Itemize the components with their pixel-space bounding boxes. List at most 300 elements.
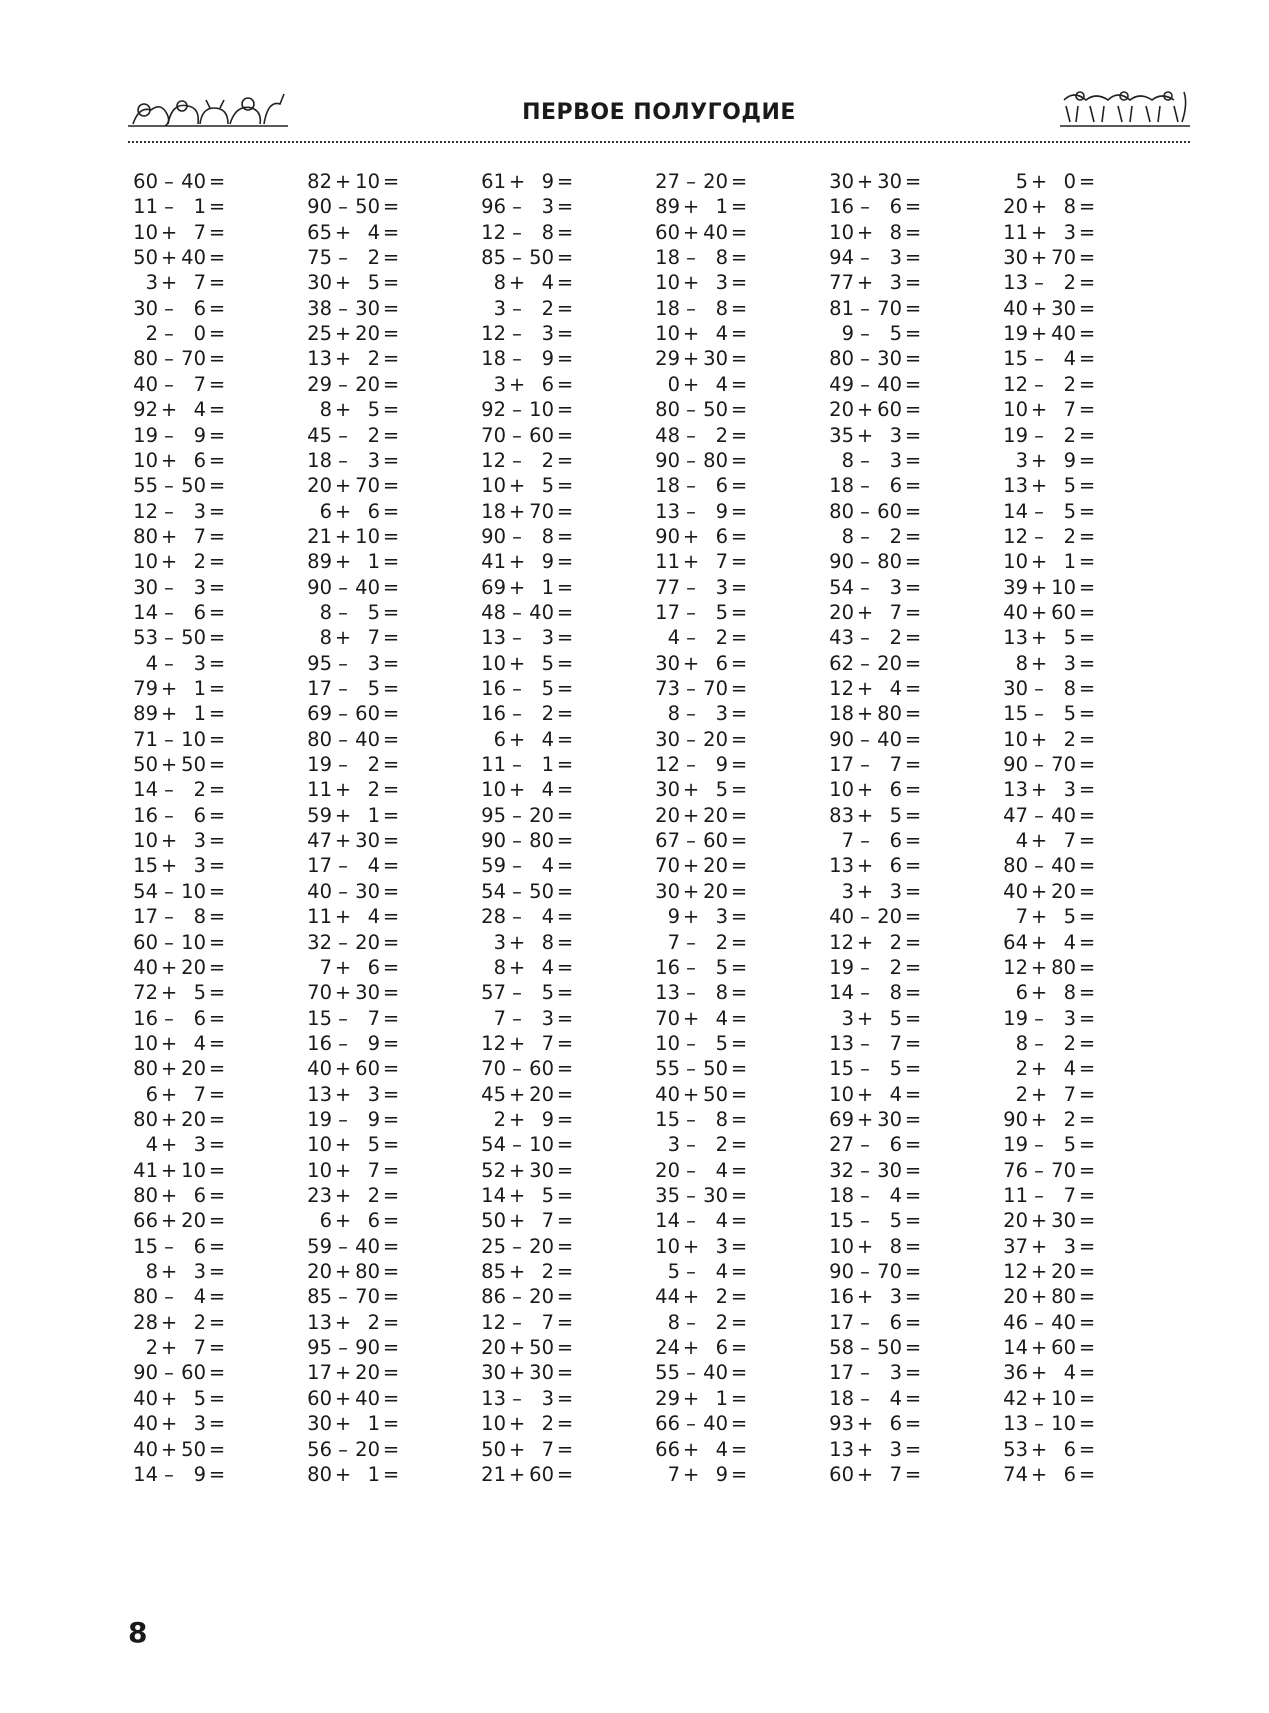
exercise: 14 – 8 =: [829, 981, 922, 1005]
exercise: 13 – 2 =: [1003, 271, 1096, 295]
exercise: 0 + 4 =: [667, 372, 748, 396]
exercise: 13 – 10 =: [1003, 1412, 1096, 1436]
exercise: 30 – 3 =: [133, 575, 226, 599]
exercise: 86 – 20 =: [481, 1285, 574, 1309]
exercise: 14 – 2 =: [133, 778, 226, 802]
exercise: 13 + 6 =: [829, 854, 922, 878]
exercise: 16 – 2 =: [481, 702, 574, 726]
exercise: 2 + 9 =: [493, 1107, 574, 1131]
exercise: 5 + 0 =: [1015, 170, 1096, 193]
exercise: 48 – 40 =: [481, 600, 574, 624]
exercise: 45 – 2 =: [307, 423, 400, 447]
exercise: 35 + 3 =: [829, 423, 922, 447]
exercise: 30 + 5 =: [307, 271, 400, 295]
exercise: 4 – 3 =: [145, 651, 226, 675]
exercise: 80 – 60 =: [829, 499, 922, 523]
exercise: 8 + 7 =: [319, 626, 400, 650]
exercise: 8 – 3 =: [667, 702, 748, 726]
exercise: 21 + 60 =: [481, 1462, 574, 1486]
exercise: 40 + 20 =: [133, 955, 226, 979]
exercise: 80 + 1 =: [307, 1462, 400, 1486]
exercise: 10 + 2 =: [1003, 727, 1096, 751]
exercise: 15 – 5 =: [829, 1057, 922, 1081]
exercise: 59 – 4 =: [481, 854, 574, 878]
exercise: 2 + 7 =: [145, 1336, 226, 1360]
exercise: 18 – 4 =: [829, 1184, 922, 1207]
exercise: 28 – 4 =: [481, 905, 574, 929]
exercise: 10 + 4 =: [133, 1031, 226, 1055]
exercise: 60 + 7 =: [829, 1462, 922, 1486]
cats-doodle-icon: [1060, 86, 1190, 131]
exercise: 10 + 5 =: [307, 1133, 400, 1157]
exercise: 2 + 7 =: [1015, 1082, 1096, 1106]
exercise: 10 + 2 =: [481, 1412, 574, 1436]
exercise: 80 – 40 =: [307, 727, 400, 751]
exercise: 3 + 9 =: [1015, 448, 1096, 472]
exercise: 36 + 4 =: [1003, 1361, 1096, 1385]
exercise: 53 + 6 =: [1003, 1437, 1096, 1461]
exercise: 13 + 3 =: [1003, 778, 1096, 802]
exercise: 54 – 10 =: [481, 1133, 574, 1157]
exercise: 12 + 7 =: [481, 1031, 574, 1055]
exercise: 4 + 3 =: [145, 1133, 226, 1157]
exercise: 25 – 20 =: [481, 1234, 574, 1258]
exercise: 85 – 70 =: [307, 1285, 400, 1309]
exercise: 11 + 7 =: [655, 550, 748, 574]
exercise: 12 – 2 =: [481, 448, 574, 472]
exercise: 49 – 40 =: [829, 372, 922, 396]
exercise: 60 – 10 =: [133, 930, 226, 954]
exercise: 90 – 70 =: [829, 1260, 922, 1284]
exercise: 28 + 2 =: [133, 1310, 226, 1334]
exercise: 10 + 7 =: [1003, 398, 1096, 422]
exercise: 7 – 3 =: [493, 1006, 574, 1030]
exercise: 7 + 9 =: [667, 1462, 748, 1486]
exercise: 13 + 5 =: [1003, 626, 1096, 650]
exercise: 80 – 70 =: [133, 347, 226, 371]
exercise: 40 + 20 =: [1003, 879, 1096, 903]
exercise: 3 + 5 =: [841, 1006, 922, 1030]
exercise: 11 – 1 =: [133, 195, 226, 219]
exercise: 55 – 50 =: [655, 1057, 748, 1081]
exercise: 80 + 20 =: [133, 1057, 226, 1081]
exercise: 66 + 20 =: [133, 1209, 226, 1233]
exercise: 40 + 50 =: [655, 1082, 748, 1106]
exercise: 20 + 80 =: [307, 1260, 400, 1284]
exercise: 55 – 40 =: [655, 1361, 748, 1385]
exercise: 2 – 0 =: [145, 322, 226, 346]
exercise: 23 + 2 =: [307, 1184, 400, 1207]
exercise: 62 – 20 =: [829, 651, 922, 675]
exercise: 93 + 6 =: [829, 1412, 922, 1436]
exercise: 70 + 4 =: [655, 1006, 748, 1030]
exercise: 18 + 70 =: [481, 499, 574, 523]
exercise: 6 + 6 =: [319, 499, 400, 523]
exercise: 29 + 1 =: [655, 1386, 748, 1410]
exercise: 19 – 5 =: [1003, 1133, 1096, 1157]
exercise: 15 – 5 =: [829, 1209, 922, 1233]
exercise: 72 + 5 =: [133, 981, 226, 1005]
exercise: 6 + 6 =: [319, 1209, 400, 1233]
exercise: 40 – 7 =: [133, 372, 226, 396]
exercise: 11 – 1 =: [481, 753, 574, 777]
exercise: 7 + 5 =: [1015, 905, 1096, 929]
exercise: 18 – 9 =: [481, 347, 574, 371]
exercise: 13 – 7 =: [829, 1031, 922, 1055]
exercise: 60 – 40 =: [133, 170, 226, 193]
exercise: 10 + 3 =: [655, 1234, 748, 1258]
exercise: 18 – 3 =: [307, 448, 400, 472]
exercise: 90 – 60 =: [133, 1361, 226, 1385]
exercise: 6 + 7 =: [145, 1082, 226, 1106]
exercise: 60 + 40 =: [655, 220, 748, 244]
exercise: 10 + 5 =: [481, 651, 574, 675]
exercise: 80 – 50 =: [655, 398, 748, 422]
exercise: 85 + 2 =: [481, 1260, 574, 1284]
exercise: 16 – 6 =: [133, 1006, 226, 1030]
exercise: 10 + 6 =: [829, 778, 922, 802]
exercise: 30 + 6 =: [655, 651, 748, 675]
exercise: 90 + 6 =: [655, 524, 748, 548]
exercise: 3 – 2 =: [493, 296, 574, 320]
exercise: 46 – 40 =: [1003, 1310, 1096, 1334]
exercise: 19 – 2 =: [829, 955, 922, 979]
exercise: 25 + 20 =: [307, 322, 400, 346]
exercise: 67 – 60 =: [655, 829, 748, 853]
exercise: 17 + 20 =: [307, 1361, 400, 1385]
page-number: 8: [128, 1616, 148, 1649]
exercise: 90 + 2 =: [1003, 1107, 1096, 1131]
exercise: 7 + 6 =: [319, 955, 400, 979]
exercise: 4 + 7 =: [1015, 829, 1096, 853]
exercise: 8 – 2 =: [667, 1310, 748, 1334]
exercise: 48 – 2 =: [655, 423, 748, 447]
exercise: 69 + 1 =: [481, 575, 574, 599]
exercise: 58 – 50 =: [829, 1336, 922, 1360]
exercise: 80 – 30 =: [829, 347, 922, 371]
exercise: 70 + 30 =: [307, 981, 400, 1005]
exercise: 10 – 5 =: [655, 1031, 748, 1055]
exercise: 70 – 60 =: [481, 1057, 574, 1081]
exercise: 64 + 4 =: [1003, 930, 1096, 954]
exercise: 17 – 8 =: [133, 905, 226, 929]
exercise: 52 + 30 =: [481, 1158, 574, 1182]
exercise: 50 + 7 =: [481, 1437, 574, 1461]
exercise: 53 – 50 =: [133, 626, 226, 650]
exercise: 73 – 70 =: [655, 677, 748, 700]
exercise: 32 – 30 =: [829, 1158, 922, 1182]
exercise: 8 + 5 =: [319, 398, 400, 422]
exercise: 41 + 9 =: [481, 550, 574, 574]
exercise: 10 + 6 =: [133, 448, 226, 472]
exercise: 18 – 6 =: [829, 474, 922, 498]
exercise: 92 + 4 =: [133, 398, 226, 422]
exercise: 77 + 3 =: [829, 271, 922, 295]
exercise: 10 + 7 =: [133, 220, 226, 244]
exercise: 66 – 40 =: [655, 1412, 748, 1436]
exercise: 20 + 60 =: [829, 398, 922, 422]
exercise: 19 – 2 =: [307, 753, 400, 777]
exercise: 7 – 2 =: [667, 930, 748, 954]
exercise: 6 + 4 =: [493, 727, 574, 751]
exercise: 41 + 10 =: [133, 1158, 226, 1182]
exercise: 20 + 50 =: [481, 1336, 574, 1360]
exercise: 83 + 5 =: [829, 803, 922, 827]
exercise: 3 + 6 =: [493, 372, 574, 396]
exercise: 8 – 3 =: [841, 448, 922, 472]
exercise: 12 – 2 =: [1003, 372, 1096, 396]
exercise: 10 + 8 =: [829, 220, 922, 244]
exercise: 94 – 3 =: [829, 246, 922, 270]
exercise: 32 – 20 =: [307, 930, 400, 954]
exercise: 19 + 40 =: [1003, 322, 1096, 346]
exercise: 89 + 1 =: [655, 195, 748, 219]
exercise: 54 – 3 =: [829, 575, 922, 599]
exercise: 30 – 6 =: [133, 296, 226, 320]
exercise: 76 – 70 =: [1003, 1158, 1096, 1182]
exercise: 16 – 6 =: [133, 803, 226, 827]
exercise: 5 – 4 =: [667, 1260, 748, 1284]
exercise: 11 – 7 =: [1003, 1184, 1096, 1207]
exercise: 18 – 8 =: [655, 246, 748, 270]
exercise: 8 + 3 =: [1015, 651, 1096, 675]
exercise: 3 – 2 =: [667, 1133, 748, 1157]
exercise: 57 – 5 =: [481, 981, 574, 1005]
exercise: 71 – 10 =: [133, 727, 226, 751]
exercise: 59 – 40 =: [307, 1234, 400, 1258]
exercise: 17 – 4 =: [307, 854, 400, 878]
exercise: 13 + 3 =: [307, 1082, 400, 1106]
exercise: 40 – 20 =: [829, 905, 922, 929]
exercise: 15 – 7 =: [307, 1006, 400, 1030]
exercise: 19 – 2 =: [1003, 423, 1096, 447]
exercise: 14 – 5 =: [1003, 499, 1096, 523]
exercise: 10 + 4 =: [829, 1082, 922, 1106]
exercise: 14 – 9 =: [133, 1462, 226, 1486]
exercise: 12 + 2 =: [829, 930, 922, 954]
exercise: 8 + 4 =: [493, 271, 574, 295]
exercise: 18 – 8 =: [655, 296, 748, 320]
exercise: 38 – 30 =: [307, 296, 400, 320]
exercise: 65 + 4 =: [307, 220, 400, 244]
exercise: 20 + 7 =: [829, 600, 922, 624]
exercise: 89 + 1 =: [133, 702, 226, 726]
exercise: 12 – 8 =: [481, 220, 574, 244]
exercise: 13 + 3 =: [829, 1437, 922, 1461]
exercise: 35 – 30 =: [655, 1184, 748, 1207]
exercise: 30 + 30 =: [829, 170, 922, 193]
exercise: 21 + 10 =: [307, 524, 400, 548]
exercise: 81 – 70 =: [829, 296, 922, 320]
exercise: 92 – 10 =: [481, 398, 574, 422]
exercise: 30 + 5 =: [655, 778, 748, 802]
exercise: 90 – 50 =: [307, 195, 400, 219]
exercise: 8 + 4 =: [493, 955, 574, 979]
exercise: 54 – 10 =: [133, 879, 226, 903]
exercise: 66 + 4 =: [655, 1437, 748, 1461]
exercise: 40 + 30 =: [1003, 296, 1096, 320]
exercise: 70 + 20 =: [655, 854, 748, 878]
exercise: 18 – 4 =: [829, 1386, 922, 1410]
exercise: 9 – 5 =: [841, 322, 922, 346]
exercise: 70 – 60 =: [481, 423, 574, 447]
exercise: 16 – 5 =: [481, 677, 574, 700]
exercise: 17 – 5 =: [655, 600, 748, 624]
exercise: 40 + 60 =: [307, 1057, 400, 1081]
exercise: 15 – 4 =: [1003, 347, 1096, 371]
exercise: 10 + 4 =: [655, 322, 748, 346]
exercise: 19 – 3 =: [1003, 1006, 1096, 1030]
exercise: 11 + 2 =: [307, 778, 400, 802]
exercise: 30 – 20 =: [655, 727, 748, 751]
header-dotted-divider: [128, 141, 1190, 143]
exercise: 17 – 5 =: [307, 677, 400, 700]
exercise: 13 + 2 =: [307, 347, 400, 371]
exercise: 12 – 7 =: [481, 1310, 574, 1334]
exercise: 80 – 40 =: [1003, 854, 1096, 878]
exercise: 12 – 2 =: [1003, 524, 1096, 548]
exercise: 45 + 20 =: [481, 1082, 574, 1106]
exercise: 95 – 20 =: [481, 803, 574, 827]
exercise: 20 – 4 =: [655, 1158, 748, 1182]
exercise: 29 – 20 =: [307, 372, 400, 396]
exercise: 8 + 3 =: [145, 1260, 226, 1284]
exercise: 13 – 3 =: [481, 1386, 574, 1410]
exercise: 55 – 50 =: [133, 474, 226, 498]
exercise: 40 + 50 =: [133, 1437, 226, 1461]
exercise: 61 + 9 =: [481, 170, 574, 193]
exercise: 9 + 3 =: [667, 905, 748, 929]
exercise: 74 + 6 =: [1003, 1462, 1096, 1486]
exercise: 10 + 2 =: [133, 550, 226, 574]
exercise: 90 – 80 =: [829, 550, 922, 574]
exercise: 11 + 4 =: [307, 905, 400, 929]
exercise: 16 + 3 =: [829, 1285, 922, 1309]
exercise: 69 – 60 =: [307, 702, 400, 726]
exercise: 40 + 60 =: [1003, 600, 1096, 624]
exercise: 8 – 5 =: [319, 600, 400, 624]
exercise: 10 + 4 =: [481, 778, 574, 802]
exercise: 15 – 5 =: [1003, 702, 1096, 726]
exercise: 14 + 5 =: [481, 1184, 574, 1207]
exercise: 14 + 60 =: [1003, 1336, 1096, 1360]
exercise: 17 – 3 =: [829, 1361, 922, 1385]
exercise: 80 + 6 =: [133, 1184, 226, 1207]
exercise: 56 – 20 =: [307, 1437, 400, 1461]
exercise: 10 + 8 =: [829, 1234, 922, 1258]
exercise: 7 – 6 =: [841, 829, 922, 853]
exercise: 12 + 4 =: [829, 677, 922, 700]
exercise: 29 + 30 =: [655, 347, 748, 371]
exercise: 10 + 3 =: [133, 829, 226, 853]
exercise: 10 + 5 =: [481, 474, 574, 498]
exercise: 90 – 80 =: [655, 448, 748, 472]
exercise: 18 + 80 =: [829, 702, 922, 726]
exercise-grid: [128, 168, 1190, 1568]
exercise: 10 + 7 =: [307, 1158, 400, 1182]
exercise: 79 + 1 =: [133, 677, 226, 700]
exercise: 16 – 9 =: [307, 1031, 400, 1055]
exercise: 37 + 3 =: [1003, 1234, 1096, 1258]
exercise: 10 + 3 =: [655, 271, 748, 295]
exercise: 15 – 6 =: [133, 1234, 226, 1258]
exercise: 20 + 8 =: [1003, 195, 1096, 219]
exercise: 3 + 3 =: [841, 879, 922, 903]
exercise: 75 – 2 =: [307, 246, 400, 270]
exercise: 82 + 10 =: [307, 170, 400, 193]
exercise: 27 – 6 =: [829, 1133, 922, 1157]
exercise: 20 + 30 =: [1003, 1209, 1096, 1233]
exercise: 47 + 30 =: [307, 829, 400, 853]
exercise: 20 + 70 =: [307, 474, 400, 498]
exercise: 2 + 4 =: [1015, 1057, 1096, 1081]
exercise: 12 – 3 =: [481, 322, 574, 346]
exercise: 30 + 20 =: [655, 879, 748, 903]
exercise: 77 – 3 =: [655, 575, 748, 599]
exercise: 11 + 3 =: [1003, 220, 1096, 244]
exercise: 15 + 3 =: [133, 854, 226, 878]
exercise: 4 – 2 =: [667, 626, 748, 650]
exercise: 95 – 90 =: [307, 1336, 400, 1360]
exercise: 6 + 8 =: [1015, 981, 1096, 1005]
exercise: 19 – 9 =: [307, 1107, 400, 1131]
exercise: 40 – 30 =: [307, 879, 400, 903]
exercise: 42 + 10 =: [1003, 1386, 1096, 1410]
exercise: 13 – 3 =: [481, 626, 574, 650]
exercise: 95 – 3 =: [307, 651, 400, 675]
exercise: 40 + 3 =: [133, 1412, 226, 1436]
exercise: 30 + 70 =: [1003, 246, 1096, 270]
exercise: 50 + 40 =: [133, 246, 226, 270]
exercise: 12 + 20 =: [1003, 1260, 1096, 1284]
exercise: 13 + 5 =: [1003, 474, 1096, 498]
exercise: 50 + 50 =: [133, 753, 226, 777]
exercise: 20 + 20 =: [655, 803, 748, 827]
exercise: 50 + 7 =: [481, 1209, 574, 1233]
exercise: 20 + 80 =: [1003, 1285, 1096, 1309]
exercise: 90 – 40 =: [307, 575, 400, 599]
page-header: [128, 86, 1190, 146]
exercise: 16 – 5 =: [655, 955, 748, 979]
exercise: 27 – 20 =: [655, 170, 748, 193]
exercise: 12 – 3 =: [133, 499, 226, 523]
exercise: 13 + 2 =: [307, 1310, 400, 1334]
exercise: 89 + 1 =: [307, 550, 400, 574]
exercise: 54 – 50 =: [481, 879, 574, 903]
exercise: 12 – 9 =: [655, 753, 748, 777]
exercise: 90 – 8 =: [481, 524, 574, 548]
page-title: ПЕРВОЕ ПОЛУГОДИЕ: [522, 100, 796, 125]
exercise: 10 + 1 =: [1003, 550, 1096, 574]
exercise: 30 + 30 =: [481, 1361, 574, 1385]
exercise: 90 – 80 =: [481, 829, 574, 853]
exercise: 3 + 7 =: [145, 271, 226, 295]
exercise: 59 + 1 =: [307, 803, 400, 827]
exercise: 14 – 6 =: [133, 600, 226, 624]
exercise: 8 – 2 =: [1015, 1031, 1096, 1055]
exercise: 90 – 70 =: [1003, 753, 1096, 777]
exercise: 30 – 8 =: [1003, 677, 1096, 700]
exercise: 15 – 8 =: [655, 1107, 748, 1131]
exercise: 13 – 8 =: [655, 981, 748, 1005]
exercise: 14 – 4 =: [655, 1209, 748, 1233]
exercise: 80 – 4 =: [133, 1285, 226, 1309]
exercise: 40 + 5 =: [133, 1386, 226, 1410]
exercise: 16 – 6 =: [829, 195, 922, 219]
exercise: 90 – 40 =: [829, 727, 922, 751]
exercise: 12 + 80 =: [1003, 955, 1096, 979]
exercise: 44 + 2 =: [655, 1285, 748, 1309]
